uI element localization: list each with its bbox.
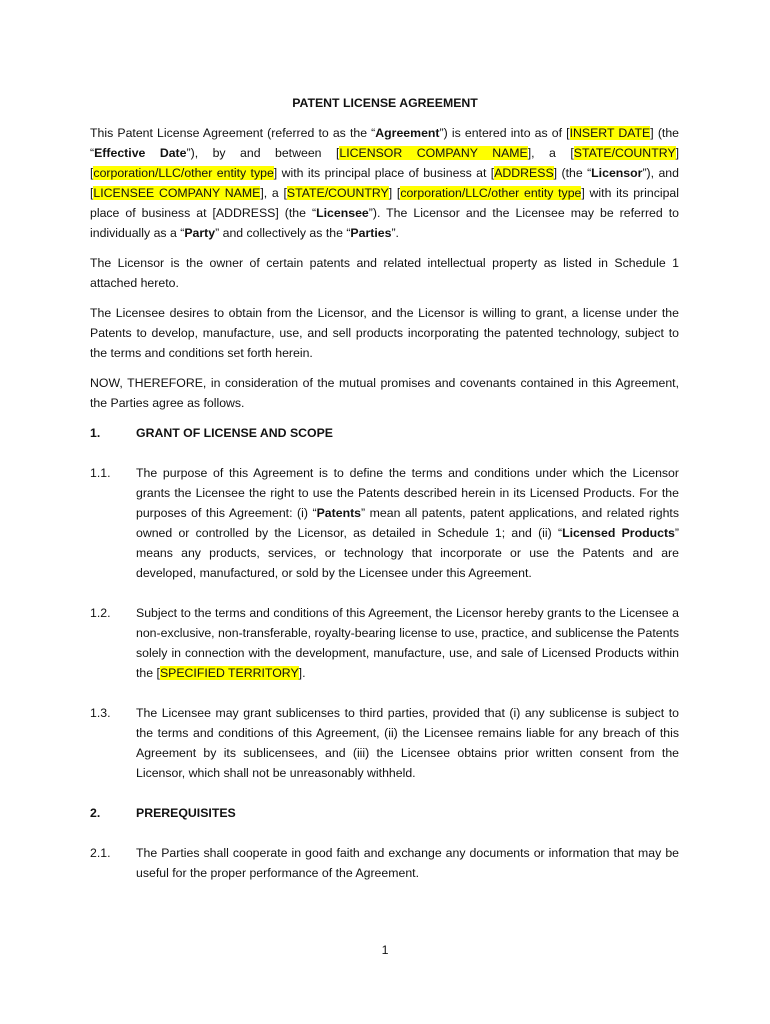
placeholder-field: corporation/LLC/other entity type (400, 186, 582, 200)
intro-paragraph: This Patent License Agreement (referred to as the “Agreement”) is entered into as of [INSERT DATE] (the “Effective Date”), by and between [LICENSOR COMPANY NAME], a [STATE/COUNTRY] [corporation/LLC/other entity type] with its principal place of business at [ADDRESS] (the “Licensor”), and [LICENSEE COMPANY NAME], a [STATE/COUNTRY] [corporation/LLC/other entity type] with its principal place of business at [ADDRESS] (the “Licensee”). The Licensor and the Licensee may be referred to individually as a “Party” and collectively as the “Parties”. (90, 126, 680, 240)
placeholder-field: ADDRESS (494, 166, 554, 180)
placeholder-field: SPECIFIED TERRITORY (159, 666, 299, 680)
defined-term: Licensee (316, 206, 369, 220)
clause-number: 1.1. (90, 466, 111, 480)
clause-text: The Licensee may grant sublicenses to third parties, provided that (i) any sublicense is subject to the terms and conditions of this Agreement, (ii) the Licensee remains liable for any breach of this Agreement by its sublicensees, and (iii) the Licensee obtains prior written consent from the Licensor, which shall not be unreasonably withheld. (136, 706, 679, 780)
clause-text: Subject to the terms and conditions of this Agreement, the Licensor hereby grants to the Licensee a non-exclusive, non-transferable, royalty-bearing license to use, practice, and sublicense the Patents solely in connection with the development, manufacture, use, and sale of Licensed Products within the [SPECIFIED TERRITORY]. (136, 606, 679, 680)
placeholder-field: LICENSOR COMPANY NAME (339, 146, 528, 160)
defined-term: Effective Date (94, 146, 187, 160)
section-heading: GRANT OF LICENSE AND SCOPE (136, 426, 333, 440)
clause-text: The purpose of this Agreement is to define the terms and conditions under which the Licensor grants the Licensee the right to use the Patents described herein in its Licensed Products. For the purposes of this Agreement: (i) “Patents” mean all patents, patent applications, and related rights owned or controlled by the Licensor, as detailed in Schedule 1; and (ii) “Licensed Products” means any products, services, or technology that incorporate or use the Patents and are developed, manufactured, or sold by the Licensee under this Agreement. (136, 466, 679, 580)
clause-number: 2.1. (90, 846, 111, 860)
section-number: 1. (90, 426, 101, 440)
defined-term: Patents (316, 506, 362, 520)
section-number: 2. (90, 806, 101, 820)
defined-term: Party (184, 226, 216, 240)
placeholder-field: LICENSEE COMPANY NAME (93, 186, 261, 200)
defined-term: Parties (350, 226, 392, 240)
page-number: 1 (381, 943, 389, 957)
clause-number: 1.3. (90, 706, 111, 720)
placeholder-field: STATE/COUNTRY (286, 186, 389, 200)
defined-term: Licensor (591, 166, 643, 180)
recital-paragraph: The Licensee desires to obtain from the Licensor, and the Licensor is willing to grant, a license under the Patents to develop, manufacture, use, and sell products incorporating the patented technology, subject to the terms and conditions set forth herein. (90, 306, 679, 360)
defined-term: Agreement (375, 126, 440, 140)
recital-paragraph: The Licensor is the owner of certain patents and related intellectual property as listed in Schedule 1 attached hereto. (90, 256, 679, 290)
placeholder-field: STATE/COUNTRY (573, 146, 676, 160)
section-heading: PREREQUISITES (136, 806, 236, 820)
document-title: PATENT LICENSE AGREEMENT (292, 96, 478, 110)
placeholder-field: INSERT DATE (569, 126, 651, 140)
clause-text: The Parties shall cooperate in good faith and exchange any documents or information that may be useful for the proper performance of the Agreement. (136, 846, 679, 880)
clause-number: 1.2. (90, 606, 111, 620)
placeholder-field: corporation/LLC/other entity type (93, 166, 274, 180)
defined-term: Licensed Products (562, 526, 675, 540)
recital-paragraph: NOW, THEREFORE, in consideration of the mutual promises and covenants contained in this Agreement, the Parties agree as follows. (90, 376, 679, 410)
